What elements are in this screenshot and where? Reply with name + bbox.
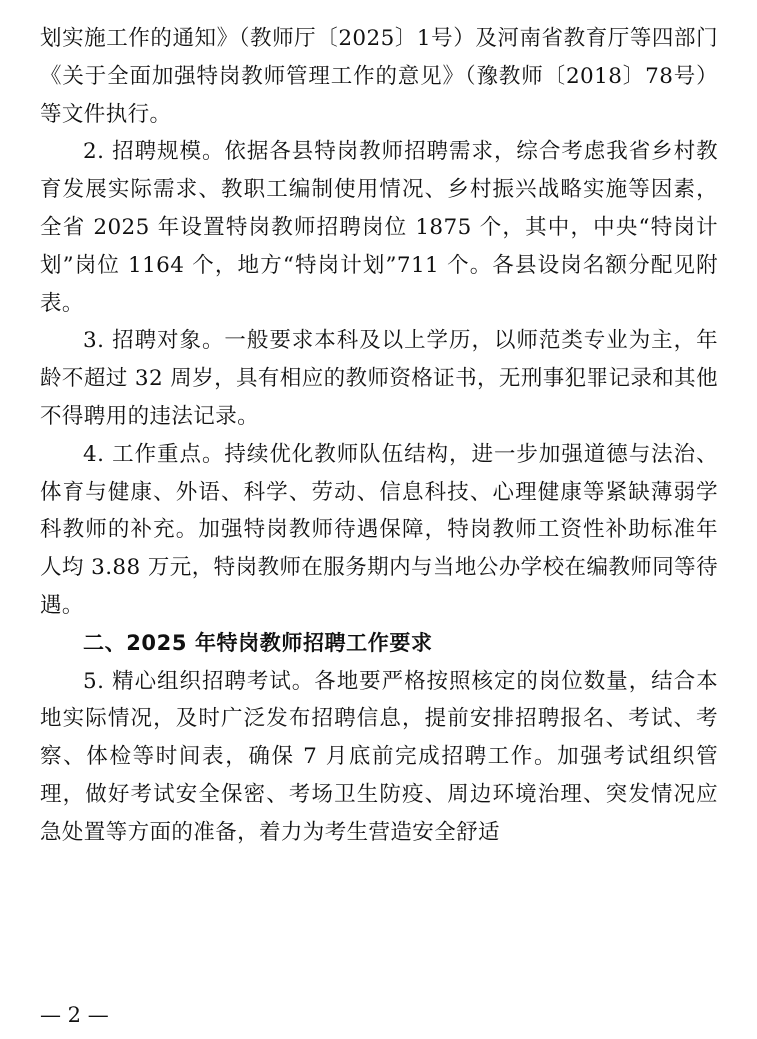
paragraph-intro-continuation: 划实施工作的通知》（教师厅〔2025〕1号）及河南省教育厅等四部门《关于全面加强特岗教师管理工作的意见》（豫教师〔2018〕78号）等文件执行。: [40, 26, 718, 127]
page-number: — 2 —: [40, 1003, 109, 1027]
paragraph-exam-organization: 5. 精心组织招聘考试。各地要严格按照核定的岗位数量，结合本地实际情况，及时广泛发布招聘信息，提前安排招聘报名、考试、考察、体检等时间表，确保 7 月底前完成招聘工作。加强考试组织管理，做好考试安全保密、考场卫生防疫、周边环境治理、突发情况应急处置等方面的准备，着力为考生营造安全舒适: [40, 668, 718, 845]
paragraph-work-focus: 4. 工作重点。持续优化教师队伍结构，进一步加强道德与法治、体育与健康、外语、科学、劳动、信息科技、心理健康等紧缺薄弱学科教师的补充。加强特岗教师待遇保障，特岗教师工资性补助标准年人均 3.88 万元，特岗教师在服务期内与当地公办学校在编教师同等待遇。: [40, 441, 718, 618]
section-heading: 二、2025 年特岗教师招聘工作要求: [83, 630, 433, 655]
paragraph-recruitment-targets: 3. 招聘对象。一般要求本科及以上学历，以师范类专业为主，年龄不超过 32 周岁，具有相应的教师资格证书，无刑事犯罪记录和其他不得聘用的违法记录。: [40, 328, 718, 429]
document-body: [40, 20, 718, 852]
paragraph-recruitment-scale: 2. 招聘规模。依据各县特岗教师招聘需求，综合考虑我省乡村教育发展实际需求、教职工编制使用情况、乡村振兴战略实施等因素，全省 2025 年设置特岗教师招聘岗位 1875 个，其中，中央“特岗计划”岗位 1164 个，地方“特岗计划”711 个。各县设岗名额分配见附表。: [40, 139, 718, 316]
